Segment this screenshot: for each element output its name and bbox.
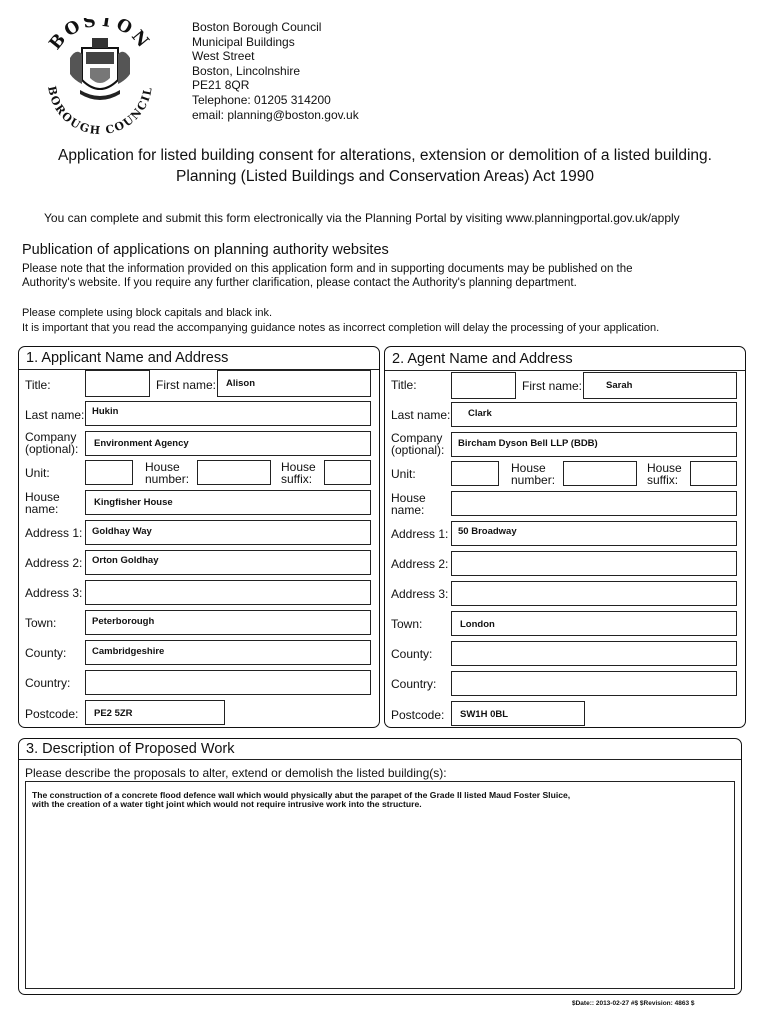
- title-label: Title:: [391, 378, 417, 392]
- applicant-company-field[interactable]: [85, 431, 371, 456]
- country-label: Country:: [25, 676, 71, 690]
- agent-last-name-field[interactable]: [451, 402, 737, 427]
- town-label: Town:: [391, 617, 423, 631]
- house-name-label: House name:: [391, 491, 426, 517]
- agent-house-suffix-field[interactable]: [690, 461, 737, 486]
- address-line: PE21 8QR: [192, 78, 250, 93]
- first-name-label: First name:: [522, 379, 583, 393]
- unit-label: Unit:: [391, 467, 416, 481]
- field-value: 50 Broadway: [458, 526, 517, 537]
- description-prompt: Please describe the proposals to alter, extend or demolish the listed building(s):: [25, 766, 447, 780]
- description-text-line: with the creation of a water tight joint which would not require intrusive work into the structure.: [32, 799, 422, 809]
- applicant-last-name-field[interactable]: [85, 401, 371, 426]
- field-value: Cambridgeshire: [92, 646, 165, 657]
- last-name-label: Last name:: [25, 408, 85, 422]
- revision-stamp: $Date:: 2013-02-27 #$ $Revision: 4863 $: [572, 1000, 695, 1007]
- field-value: PE2 5ZR: [94, 708, 133, 719]
- field-value: Bircham Dyson Bell LLP (BDB): [458, 438, 598, 449]
- agent-house-name-field[interactable]: [451, 491, 737, 516]
- address-line: West Street: [192, 49, 255, 64]
- logo-bottom-text: BOROUGH COUNCIL: [45, 84, 155, 136]
- address3-label: Address 3:: [391, 587, 449, 601]
- agent-unit-field[interactable]: [451, 461, 499, 486]
- postcode-label: Postcode:: [391, 708, 445, 722]
- applicant-address2-field[interactable]: [85, 550, 371, 575]
- applicant-postcode-field[interactable]: [85, 700, 225, 725]
- applicant-county-field[interactable]: [85, 640, 371, 665]
- house-name-label: House name:: [25, 490, 60, 516]
- agent-address3-field[interactable]: [451, 581, 737, 606]
- address-line: Telephone: 01205 314200: [192, 92, 331, 107]
- field-value: Orton Goldhay: [92, 555, 159, 566]
- portal-note: You can complete and submit this form electronically via the Planning Portal by visiting www.planningportal.gov.uk/apply: [44, 211, 680, 225]
- agent-town-field[interactable]: [451, 611, 737, 636]
- address-line: Boston, Lincolnshire: [192, 63, 301, 78]
- publication-text: Authority's website. If you require any further clarification, please contact the Authority's planning department.: [22, 277, 577, 289]
- instructions-text: It is important that you read the accompanying guidance notes as incorrect completion will delay the processing of your application.: [22, 322, 660, 334]
- unit-label: Unit:: [25, 466, 50, 480]
- field-value: Kingfisher House: [94, 497, 173, 508]
- agent-country-field[interactable]: [451, 671, 737, 696]
- address1-label: Address 1:: [391, 527, 449, 541]
- council-crest-icon: [40, 18, 160, 136]
- country-label: Country:: [391, 677, 437, 691]
- description-heading: 3. Description of Proposed Work: [26, 741, 235, 757]
- council-address: [192, 20, 359, 122]
- applicant-country-field[interactable]: [85, 670, 371, 695]
- agent-heading: 2. Agent Name and Address: [392, 351, 573, 367]
- description-section: [18, 738, 742, 995]
- logo-top-text: BOSTON: [45, 18, 155, 54]
- address3-label: Address 3:: [25, 586, 83, 600]
- applicant-first-name-field[interactable]: [217, 370, 371, 397]
- agent-section: [384, 346, 746, 728]
- field-value: Environment Agency: [94, 438, 189, 449]
- county-label: County:: [391, 647, 433, 661]
- applicant-house-name-field[interactable]: [85, 490, 371, 515]
- applicant-address3-field[interactable]: [85, 580, 371, 605]
- council-logo: [40, 18, 160, 136]
- address1-label: Address 1:: [25, 526, 83, 540]
- applicant-house-suffix-field[interactable]: [324, 460, 371, 485]
- address-line: Municipal Buildings: [192, 34, 295, 49]
- field-value: Peterborough: [92, 616, 155, 627]
- applicant-house-number-field[interactable]: [197, 460, 271, 485]
- applicant-section: [18, 346, 380, 728]
- form-title: Application for listed building consent for alterations, extension or demolition of a listed building.: [58, 147, 712, 164]
- agent-title-field[interactable]: [451, 372, 516, 399]
- agent-house-number-field[interactable]: [563, 461, 637, 486]
- field-value: Alison: [226, 378, 256, 389]
- first-name-label: First name:: [156, 378, 217, 392]
- agent-county-field[interactable]: [451, 641, 737, 666]
- applicant-address1-field[interactable]: [85, 520, 371, 545]
- house-suffix-label: House suffix:: [647, 461, 682, 487]
- publication-heading: Publication of applications on planning authority websites: [22, 242, 389, 258]
- field-value: Sarah: [606, 380, 633, 391]
- last-name-label: Last name:: [391, 408, 451, 422]
- instructions-text: Please complete using block capitals and black ink.: [22, 307, 273, 319]
- field-value: London: [460, 619, 495, 630]
- address2-label: Address 2:: [391, 557, 449, 571]
- applicant-town-field[interactable]: [85, 610, 371, 635]
- company-label: Company (optional):: [25, 430, 79, 456]
- applicant-title-field[interactable]: [85, 370, 150, 397]
- field-value: SW1H 0BL: [460, 709, 509, 720]
- address-line: email: planning@boston.gov.uk: [192, 107, 359, 122]
- agent-address2-field[interactable]: [451, 551, 737, 576]
- applicant-unit-field[interactable]: [85, 460, 133, 485]
- description-text-line: The construction of a concrete flood defence wall which would physically abut the parapet of the Grade II listed Maud Foster Sluice,: [32, 790, 571, 800]
- field-value: Clark: [468, 408, 492, 419]
- field-value: Goldhay Way: [92, 526, 152, 537]
- publication-text: Please note that the information provided on this application form and in supporting documents may be published on the: [22, 263, 633, 275]
- house-suffix-label: House suffix:: [281, 460, 316, 486]
- postcode-label: Postcode:: [25, 707, 79, 721]
- form-subtitle: Planning (Listed Buildings and Conservation Areas) Act 1990: [176, 168, 594, 185]
- agent-company-field[interactable]: [451, 432, 737, 457]
- applicant-heading: 1. Applicant Name and Address: [26, 350, 229, 366]
- house-number-label: House number:: [145, 460, 190, 486]
- address2-label: Address 2:: [25, 556, 83, 570]
- agent-address1-field[interactable]: [451, 521, 737, 546]
- company-label: Company (optional):: [391, 431, 445, 457]
- agent-postcode-field[interactable]: [451, 701, 585, 726]
- field-value: Hukin: [92, 406, 119, 417]
- description-textarea[interactable]: [25, 781, 735, 989]
- house-number-label: House number:: [511, 461, 556, 487]
- town-label: Town:: [25, 616, 57, 630]
- address-line: Boston Borough Council: [192, 20, 322, 34]
- agent-first-name-field[interactable]: [583, 372, 737, 399]
- svg-text:BOROUGH COUNCIL: [45, 85, 155, 136]
- county-label: County:: [25, 646, 67, 660]
- title-label: Title:: [25, 378, 51, 392]
